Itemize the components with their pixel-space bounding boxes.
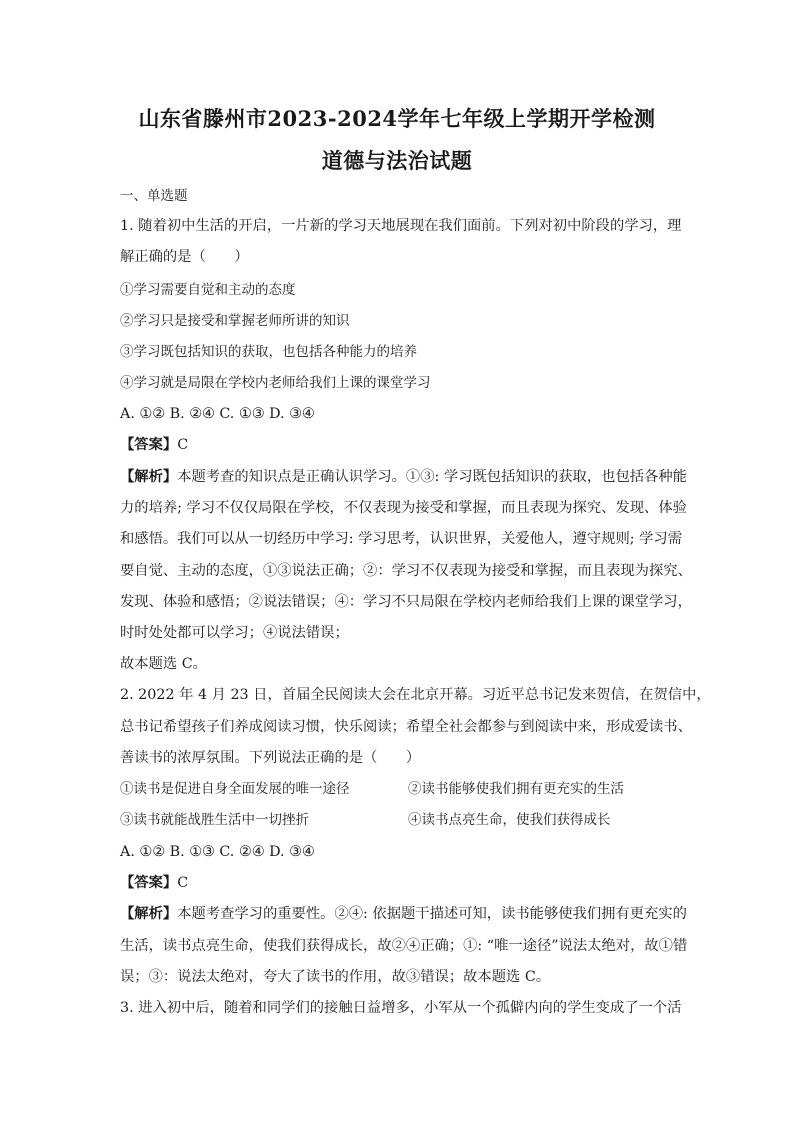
q1-choices: A. ①② B. ②④ C. ①③ D. ③④ <box>120 406 315 422</box>
q2-options-row-2 <box>120 810 680 830</box>
q2-stem-line-2: 总书记希望孩子们养成阅读习惯，快乐阅读；希望全社会都参与到阅读中来，形成爱读书、 <box>120 719 692 735</box>
q2-analysis-line-3: 误；③：说法太绝对，夸大了读书的作用，故③错误；故本题选 C。 <box>120 969 551 985</box>
section-heading: 一、单选题 <box>120 188 188 204</box>
document-subtitle: 道德与法治试题 <box>321 148 473 173</box>
q2-analysis-line-1 <box>120 904 687 924</box>
analysis-text: 本题考查的知识点是正确认识学习。①③: 学习既包括知识的获取，也包括各种能 <box>177 469 687 485</box>
q1-analysis-line-6: 时时处处都可以学习；④说法错误； <box>120 625 349 641</box>
q2-analysis-line-2: 生活，读书点亮生命，使我们获得成长，故②④正确；①: “唯一途径”说法太绝对，故①错 <box>120 938 688 954</box>
q2-option-1: ①读书是促进自身全面发展的唯一途径 <box>120 781 350 797</box>
q2-option-4: ④读书点亮生命，使我们获得成长 <box>408 812 611 828</box>
q2-choices: A. ①② B. ①③ C. ②④ D. ③④ <box>120 844 315 860</box>
q2-options-row-1 <box>120 779 680 799</box>
answer-value: C <box>177 875 189 891</box>
q1-option-1: ①学习需要自觉和主动的态度 <box>120 282 296 298</box>
q1-stem-line-2: 解正确的是（ ） <box>120 249 249 265</box>
document-title: 山东省滕州市2023-2024学年七年级上学期开学检测 <box>138 106 656 131</box>
q2-option-3: ③读书就能战胜生活中一切挫折 <box>120 812 309 828</box>
q1-analysis-line-3: 和感悟。我们可以从一切经历中学习: 学习思考，认识世界，关爱他人，遵守规则; 学习需 <box>120 531 682 547</box>
q3-stem-line-1: 3. 进入初中后，随着和同学们的接触日益增多，小军从一个孤僻内向的学生变成了一个活 <box>120 1000 682 1016</box>
q1-analysis-line-1 <box>120 467 687 487</box>
answer-tag: 【答案】 <box>120 875 178 891</box>
q1-conclusion: 故本题选 C。 <box>120 656 207 672</box>
q1-analysis-line-5: 发现、体验和感悟；②说法错误；④：学习不只局限在学校内老师给我们上课的课堂学习， <box>120 594 692 610</box>
q1-analysis-line-4: 要自觉、主动的态度，①③说法正确；②：学习不仅表现为接受和掌握，而且表现为探究、 <box>120 563 692 579</box>
analysis-tag: 【解析】 <box>120 906 178 922</box>
analysis-tag: 【解析】 <box>120 469 178 485</box>
answer-tag: 【答案】 <box>120 437 178 453</box>
q1-answer <box>120 435 680 455</box>
q2-option-2: ②读书能够使我们拥有更充实的生活 <box>408 781 624 797</box>
q1-option-2: ②学习只是接受和掌握老师所讲的知识 <box>120 313 350 329</box>
analysis-text: 本题考查学习的重要性。②④: 依据题干描述可知，读书能够使我们拥有更充实的 <box>177 906 687 922</box>
q2-stem-line-1: 2. 2022 年 4 月 23 日，首届全民阅读大会在北京开幕。习近平总书记发来贺信，在贺信中， <box>120 687 711 703</box>
q2-stem-line-3: 善读书的浓厚氛围。下列说法正确的是（ ） <box>120 750 421 766</box>
q1-stem-line-1: 1. 随着初中生活的开启，一片新的学习天地展现在我们面前。下列对初中阶段的学习，理 <box>120 218 682 234</box>
answer-value: C <box>177 437 189 453</box>
q1-analysis-line-2: 力的培养; 学习不仅仅局限在学校，不仅表现为接受和掌握，而且表现为探究、发现、体验 <box>120 500 687 516</box>
q1-option-4: ④学习就是局限在学校内老师给我们上课的课堂学习 <box>120 375 431 391</box>
q1-option-3: ③学习既包括知识的获取，也包括各种能力的培养 <box>120 344 417 360</box>
q2-answer <box>120 873 680 893</box>
